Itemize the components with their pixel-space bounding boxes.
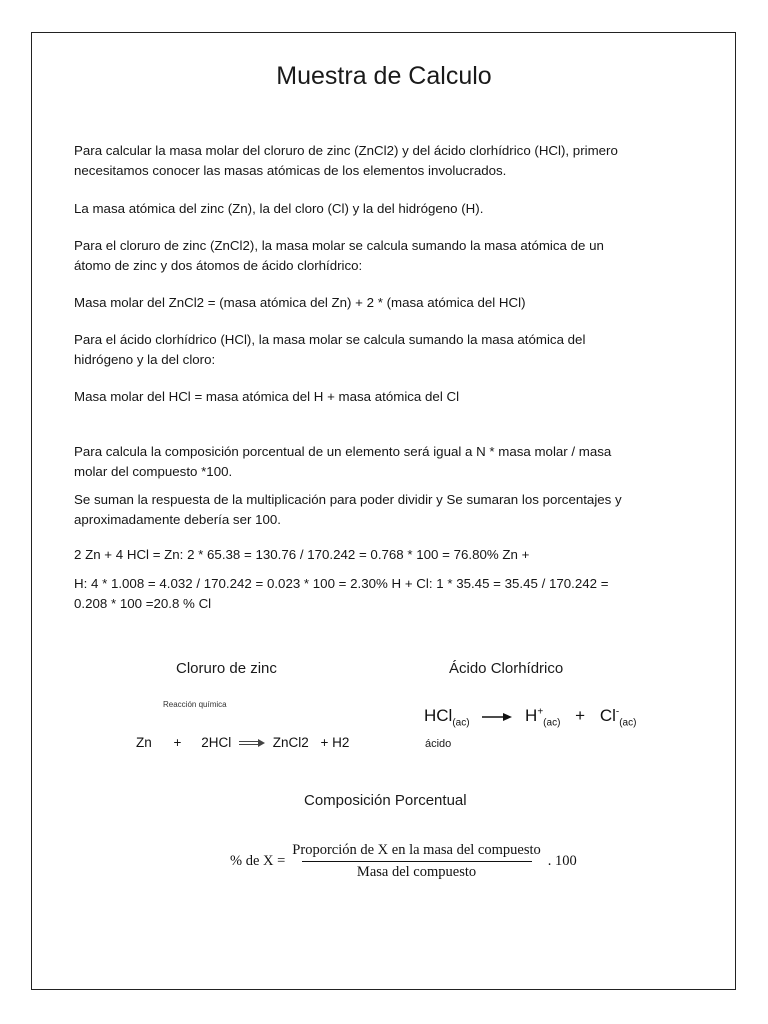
paragraph-calc-zn: 2 Zn + 4 HCl = Zn: 2 * 65.38 = 130.76 / 170.242 = 0.768 * 100 = 76.80% Zn +: [74, 547, 530, 562]
eq-zn: Zn: [136, 735, 152, 750]
paragraph-zncl2-formula: Masa molar del ZnCl2 = (masa atómica del Zn) + 2 * (masa atómica del HCl): [74, 295, 526, 310]
ion-plus: +: [575, 706, 586, 725]
percent-composition-formula: [230, 842, 577, 881]
zinc-chloride-heading: Cloruro de zinc: [176, 660, 277, 677]
formula-lhs: % de X =: [230, 853, 286, 869]
eq-zncl2: ZnCl2: [272, 735, 309, 750]
paragraph-intro: Para calcular la masa molar del cloruro de zinc (ZnCl2) y del ácido clorhídrico (HCl), primero necesitamos conocer las masas atómicas de los elementos involucrados.: [74, 143, 618, 178]
h-ion: $H^+_{(ac)}$: [525, 706, 561, 729]
paragraph-sum-note: Se suman la respuesta de la multiplicación para poder dividir y Se sumaran los porcentajes y aproximadamente debería ser 100.: [74, 492, 622, 527]
eq-hcl: 2HCl: [201, 735, 232, 750]
eq-plus: +: [173, 735, 182, 750]
paragraph-zncl2-method: Para el cloruro de zinc (ZnCl2), la masa molar se calcula sumando la masa atómica de un átomo de zinc y dos átomos de ácido clorhídrico:: [74, 238, 604, 273]
formula-fraction: [289, 842, 543, 881]
hcl-dissociation-equation: [424, 706, 636, 728]
hcl-formula: HCl$_{(ac)}$: [424, 706, 470, 729]
right-arrow-icon: [482, 712, 512, 722]
chemical-reaction-label: Reacción química: [163, 700, 227, 709]
paragraph-hcl-formula: Masa molar del HCl = masa atómica del H + masa atómica del Cl: [74, 389, 460, 404]
cl-ion: $Cl^-_{(ac)}$: [599, 706, 637, 729]
formula-denominator: Masa del compuesto: [356, 864, 477, 880]
page-title: Muestra de Calculo: [276, 62, 492, 90]
paragraph-percent-composition: Para calcula la composición porcentual de un elemento será igual a N * masa molar / masa molar del compuesto *100.: [74, 444, 612, 479]
paragraph-hcl-method: Para el ácido clorhídrico (HCl), la masa molar se calcula sumando la masa atómica del hidrógeno y la del cloro:: [74, 332, 586, 367]
acid-caption: ácido: [425, 738, 452, 750]
reaction-arrow-icon: [239, 738, 265, 748]
formula-numerator: Proporción de X en la masa del compuesto: [292, 842, 541, 858]
paragraph-calc-h-cl: H: 4 * 1.008 = 4.032 / 170.242 = 0.023 * 100 = 2.30% H + Cl: 1 * 35.45 = 35.45 / 170.242 = 0.208 * 100 =20.8 % Cl: [74, 576, 609, 611]
hydrochloric-acid-heading: Ácido Clorhídrico: [449, 660, 564, 677]
formula-factor: . 100: [547, 853, 577, 869]
eq-h2: + H2: [320, 735, 350, 750]
zinc-reaction-equation: [136, 735, 349, 750]
paragraph-atomic-masses: La masa atómica del zinc (Zn), la del cloro (Cl) y la del hidrógeno (H).: [74, 201, 484, 216]
composition-heading: Composición Porcentual: [304, 792, 467, 809]
